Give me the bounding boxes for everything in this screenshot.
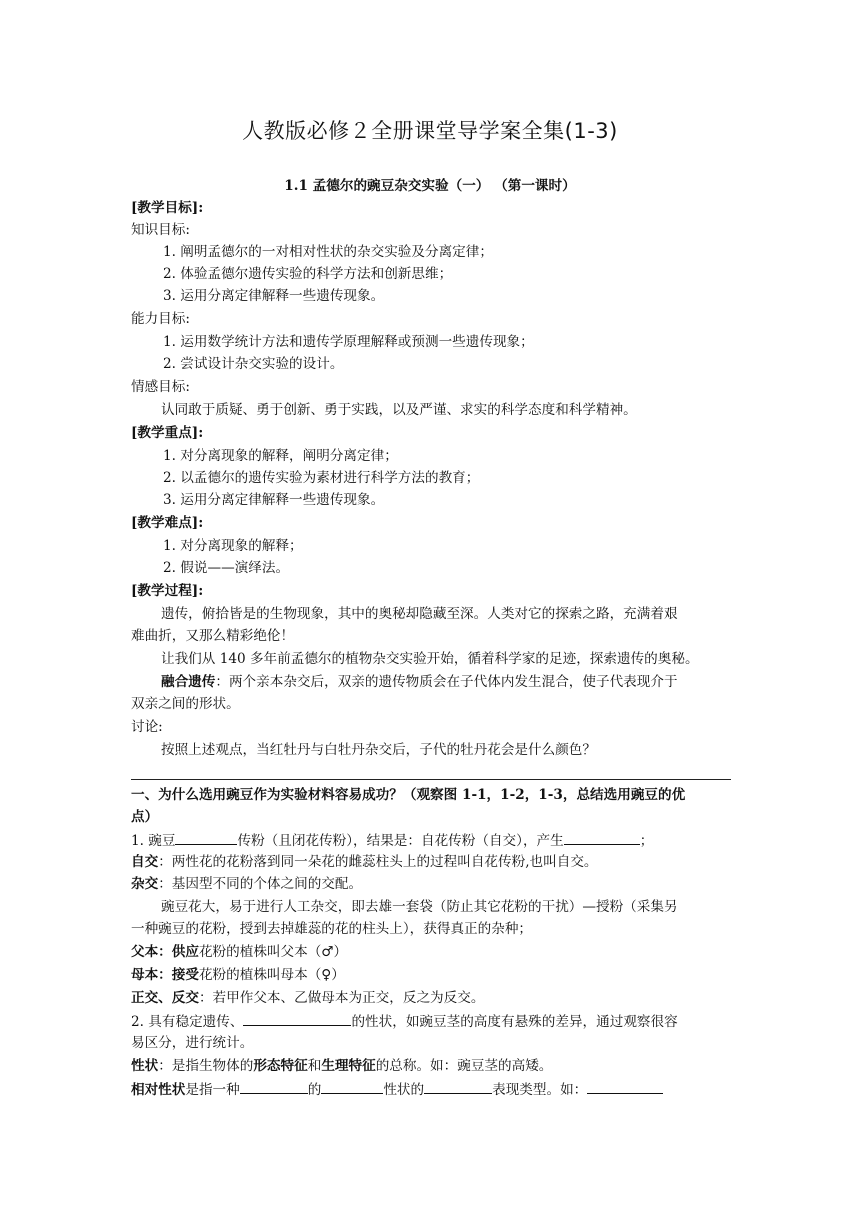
pea-paragraph-cont: 一种豌豆的花粉，授到去掉雄蕊的花的柱头上），获得真正的杂种； xyxy=(131,921,533,937)
key-points-heading: [教学重点]: xyxy=(131,425,204,441)
knowledge-item: 3. 运用分离定律解释一些遗传现象。 xyxy=(163,288,385,304)
item-1: 1. 豌豆 传粉（且闭花传粉），结果是：自花传粉（自交），产生 ； xyxy=(131,829,731,852)
trait-definition: 性状：是指生物体的形态特征和生理特征的总称。如：豌豆茎的高矮。 xyxy=(131,1058,553,1074)
section-divider xyxy=(131,779,731,780)
pea-paragraph: 豌豆花大，易于进行人工杂交，即去雄一套袋（防止其它花粉的干扰）—授粉（采集另 xyxy=(161,899,678,915)
key-point-item: 1. 对分离现象的解释，阐明分离定律； xyxy=(163,448,398,464)
fill-blank[interactable] xyxy=(424,1078,492,1094)
ability-item: 1. 运用数学统计方法和遗传学原理解释或预测一些遗传现象； xyxy=(163,334,534,350)
ability-label: 能力目标: xyxy=(131,311,190,327)
fill-blank[interactable] xyxy=(587,1078,663,1094)
knowledge-item: 1. 阐明孟德尔的一对相对性状的杂交实验及分离定律； xyxy=(163,244,493,260)
ability-item: 2. 尝试设计杂交实验的设计。 xyxy=(163,356,344,372)
key-point-item: 3. 运用分离定律解释一些遗传现象。 xyxy=(163,492,385,508)
process-paragraph-1-cont: 难曲折，又那么精彩绝伦！ xyxy=(131,628,295,644)
lesson-subtitle: 1.1 孟德尔的豌豆杂交实验（一） （第一课时） xyxy=(284,178,576,194)
fill-blank[interactable] xyxy=(240,1078,308,1094)
section1-heading-cont: 点） xyxy=(131,809,159,825)
item-2-cont: 易区分，进行统计。 xyxy=(131,1035,254,1051)
fill-blank[interactable] xyxy=(564,829,640,845)
blending-term: 融合遗传 xyxy=(161,674,216,690)
emotion-label: 情感目标: xyxy=(131,379,190,395)
process-paragraph-2: 让我们从 140 多年前孟德尔的植物杂交实验开始，循着科学家的足迹，探索遗传的奥秘。 xyxy=(161,651,699,667)
selfing-definition: 自交：两性花的花粉落到同一朵花的雌蕊柱头上的过程叫自花传粉,也叫自交。 xyxy=(131,854,598,870)
father-definition: 父本：供应花粉的植株叫父本（♂） xyxy=(131,944,348,960)
relative-trait-definition: 相对性状是指一种 的 性状的 表现类型。如： xyxy=(131,1078,731,1101)
emotion-text: 认同敢于质疑、勇于创新、勇于实践，以及严谨、求实的科学态度和科学精神。 xyxy=(161,402,637,418)
knowledge-label: 知识目标: xyxy=(131,222,190,238)
knowledge-item: 2. 体验孟德尔遗传实验的科学方法和创新思维； xyxy=(163,266,453,282)
discussion-label: 讨论: xyxy=(131,719,163,735)
document-title: 人教版必修２全册课堂导学案全集(1-3) xyxy=(242,119,618,143)
cross-definition: 杂交：基因型不同的个体之间的交配。 xyxy=(131,876,363,892)
key-point-item: 2. 以孟德尔的遗传实验为素材进行科学方法的教育； xyxy=(163,470,480,486)
difficulties-heading: [教学难点]: xyxy=(131,515,204,531)
blending-inheritance: 融合遗传：两个亲本杂交后，双亲的遗传物质会在子代体内发生混合，使子代表现介于 xyxy=(161,674,678,690)
process-paragraph-1: 遗传，俯拾皆是的生物现象，其中的奥秘却隐藏至深。人类对它的探索之路，充满着艰 xyxy=(161,606,678,622)
process-heading: [教学过程]: xyxy=(131,583,204,599)
difficulty-item: 1. 对分离现象的解释； xyxy=(163,538,303,554)
fill-blank[interactable] xyxy=(321,1078,383,1094)
difficulty-item: 2. 假说——演绎法。 xyxy=(163,560,290,576)
blending-inheritance-cont: 双亲之间的形状。 xyxy=(131,696,240,712)
fill-blank[interactable] xyxy=(243,1010,351,1026)
reciprocal-cross-definition: 正交、反交：若甲作父本、乙做母本为正交，反之为反交。 xyxy=(131,990,485,1006)
fill-blank[interactable] xyxy=(175,829,237,845)
section1-heading: 一、为什么选用豌豆作为实验材料容易成功？（观察图 1-1，1-2，1-3，总结选用豌豆的优 xyxy=(131,787,686,803)
item-2: 2. 具有稳定遗传、 的性状，如豌豆茎的高度有悬殊的差异，通过观察很容 xyxy=(131,1010,731,1033)
mother-definition: 母本：接受花粉的植株叫母本（♀） xyxy=(131,967,345,983)
objectives-heading: [教学目标]: xyxy=(131,200,204,216)
discussion-question: 按照上述观点，当红牡丹与白牡丹杂交后，子代的牡丹花会是什么颜色？ xyxy=(161,742,596,758)
